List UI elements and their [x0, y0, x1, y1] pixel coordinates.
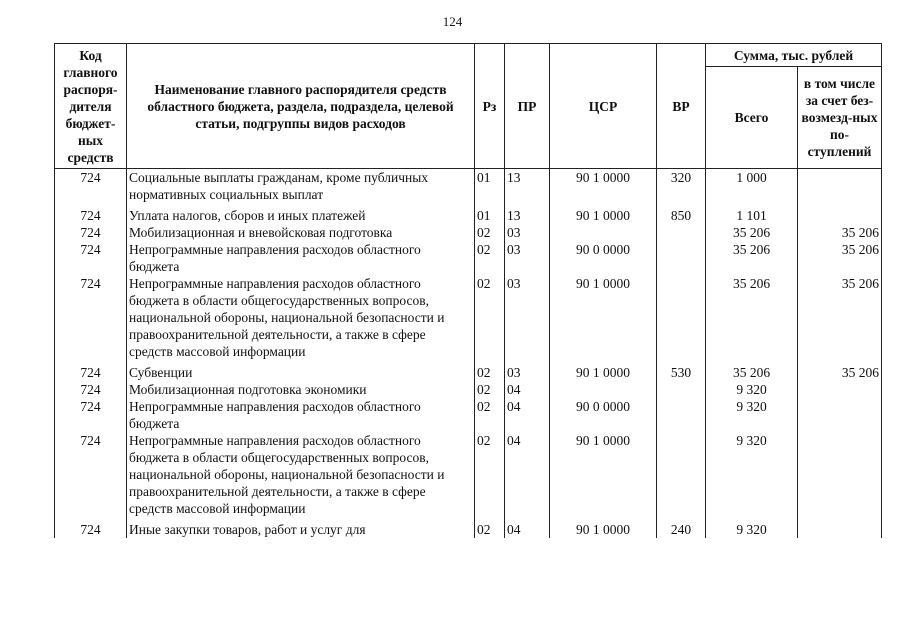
- cell-code: 724: [55, 241, 127, 275]
- cell-pr: 04: [505, 432, 550, 521]
- cell-gratis: [798, 432, 882, 521]
- cell-total: 35 206: [706, 275, 798, 364]
- cell-pr: 04: [505, 521, 550, 538]
- cell-total: 1 101: [706, 207, 798, 224]
- cell-pr: 04: [505, 381, 550, 398]
- cell-rz: 01: [475, 207, 505, 224]
- table-header: [55, 44, 882, 169]
- cell-rz: 01: [475, 169, 505, 208]
- cell-rz: 02: [475, 275, 505, 364]
- cell-total: 1 000: [706, 169, 798, 208]
- cell-code: 724: [55, 432, 127, 521]
- header-code: Код главного распоря-дителя бюджет-ных средств: [55, 44, 127, 169]
- cell-gratis: [798, 521, 882, 538]
- cell-gratis: 35 206: [798, 241, 882, 275]
- cell-pr: 04: [505, 398, 550, 432]
- cell-name: Иные закупки товаров, работ и услуг для: [127, 521, 475, 538]
- cell-total: 35 206: [706, 224, 798, 241]
- cell-vr: 320: [657, 169, 706, 208]
- cell-total: 9 320: [706, 381, 798, 398]
- cell-code: 724: [55, 169, 127, 208]
- cell-name: Социальные выплаты гражданам, кроме публичных нормативных социальных выплат: [127, 169, 475, 208]
- cell-code: 724: [55, 224, 127, 241]
- cell-name: Непрограммные направления расходов областного бюджета в области общегосударственных вопросов, национальной обороны, национальной безопасности и правоохранительной деятельности, а также в сфере средств массовой информации: [127, 432, 475, 521]
- cell-rz: 02: [475, 241, 505, 275]
- cell-rz: 02: [475, 398, 505, 432]
- cell-vr: [657, 224, 706, 241]
- cell-csr: [550, 224, 657, 241]
- cell-name: Уплата налогов, сборов и иных платежей: [127, 207, 475, 224]
- cell-gratis: [798, 169, 882, 208]
- header-name: Наименование главного распорядителя средств областного бюджета, раздела, подраздела, целевой статьи, подгруппы видов расходов: [127, 44, 475, 169]
- cell-vr: [657, 241, 706, 275]
- cell-gratis: 35 206: [798, 364, 882, 381]
- cell-csr: 90 1 0000: [550, 169, 657, 208]
- cell-gratis: 35 206: [798, 275, 882, 364]
- cell-total: 9 320: [706, 521, 798, 538]
- cell-code: 724: [55, 398, 127, 432]
- header-total: Всего: [706, 67, 798, 169]
- page-number: 124: [442, 14, 463, 29]
- cell-csr: [550, 381, 657, 398]
- table-row: [55, 224, 882, 241]
- cell-total: 9 320: [706, 432, 798, 521]
- cell-pr: 03: [505, 224, 550, 241]
- cell-vr: 240: [657, 521, 706, 538]
- cell-code: 724: [55, 381, 127, 398]
- cell-pr: 13: [505, 207, 550, 224]
- cell-code: 724: [55, 364, 127, 381]
- cell-name: Мобилизационная и вневойсковая подготовка: [127, 224, 475, 241]
- cell-vr: [657, 398, 706, 432]
- cell-gratis: [798, 398, 882, 432]
- cell-vr: 530: [657, 364, 706, 381]
- cell-csr: 90 1 0000: [550, 364, 657, 381]
- table-row: [55, 432, 882, 521]
- cell-pr: 03: [505, 241, 550, 275]
- cell-total: 9 320: [706, 398, 798, 432]
- cell-total: 35 206: [706, 241, 798, 275]
- budget-table: [54, 43, 882, 538]
- cell-csr: 90 1 0000: [550, 275, 657, 364]
- cell-csr: 90 0 0000: [550, 241, 657, 275]
- table-row: [55, 398, 882, 432]
- cell-rz: 02: [475, 224, 505, 241]
- cell-rz: 02: [475, 521, 505, 538]
- cell-csr: 90 0 0000: [550, 398, 657, 432]
- cell-csr: 90 1 0000: [550, 207, 657, 224]
- cell-code: 724: [55, 275, 127, 364]
- header-pr: ПР: [505, 44, 550, 169]
- cell-name: Непрограммные направления расходов областного бюджета: [127, 398, 475, 432]
- cell-vr: [657, 381, 706, 398]
- table-body: [55, 169, 882, 539]
- table-row: [55, 521, 882, 538]
- cell-name: Субвенции: [127, 364, 475, 381]
- cell-pr: 03: [505, 275, 550, 364]
- table-row: [55, 364, 882, 381]
- cell-name: Непрограммные направления расходов областного бюджета: [127, 241, 475, 275]
- cell-total: 35 206: [706, 364, 798, 381]
- table-row: [55, 207, 882, 224]
- cell-gratis: 35 206: [798, 224, 882, 241]
- cell-rz: 02: [475, 432, 505, 521]
- cell-name: Мобилизационная подготовка экономики: [127, 381, 475, 398]
- cell-pr: 03: [505, 364, 550, 381]
- cell-vr: [657, 432, 706, 521]
- cell-vr: [657, 275, 706, 364]
- cell-vr: 850: [657, 207, 706, 224]
- cell-pr: 13: [505, 169, 550, 208]
- table-row: [55, 381, 882, 398]
- cell-csr: 90 1 0000: [550, 521, 657, 538]
- cell-gratis: [798, 381, 882, 398]
- cell-gratis: [798, 207, 882, 224]
- cell-code: 724: [55, 207, 127, 224]
- cell-rz: 02: [475, 381, 505, 398]
- table-row: [55, 275, 882, 364]
- header-rz: Рз: [475, 44, 505, 169]
- table-row: [55, 169, 882, 208]
- cell-name: Непрограммные направления расходов областного бюджета в области общегосударственных вопросов, национальной обороны, национальной безопасности и правоохранительной деятельности, а также в сфере средств массовой информации: [127, 275, 475, 364]
- header-gratis: в том числе за счет без-возмезд-ных по-ступлений: [798, 67, 882, 169]
- cell-code: 724: [55, 521, 127, 538]
- table-row: [55, 241, 882, 275]
- header-csr: ЦСР: [550, 44, 657, 169]
- cell-rz: 02: [475, 364, 505, 381]
- header-sum: Сумма, тыс. рублей: [706, 44, 882, 67]
- header-vr: ВР: [657, 44, 706, 169]
- cell-csr: 90 1 0000: [550, 432, 657, 521]
